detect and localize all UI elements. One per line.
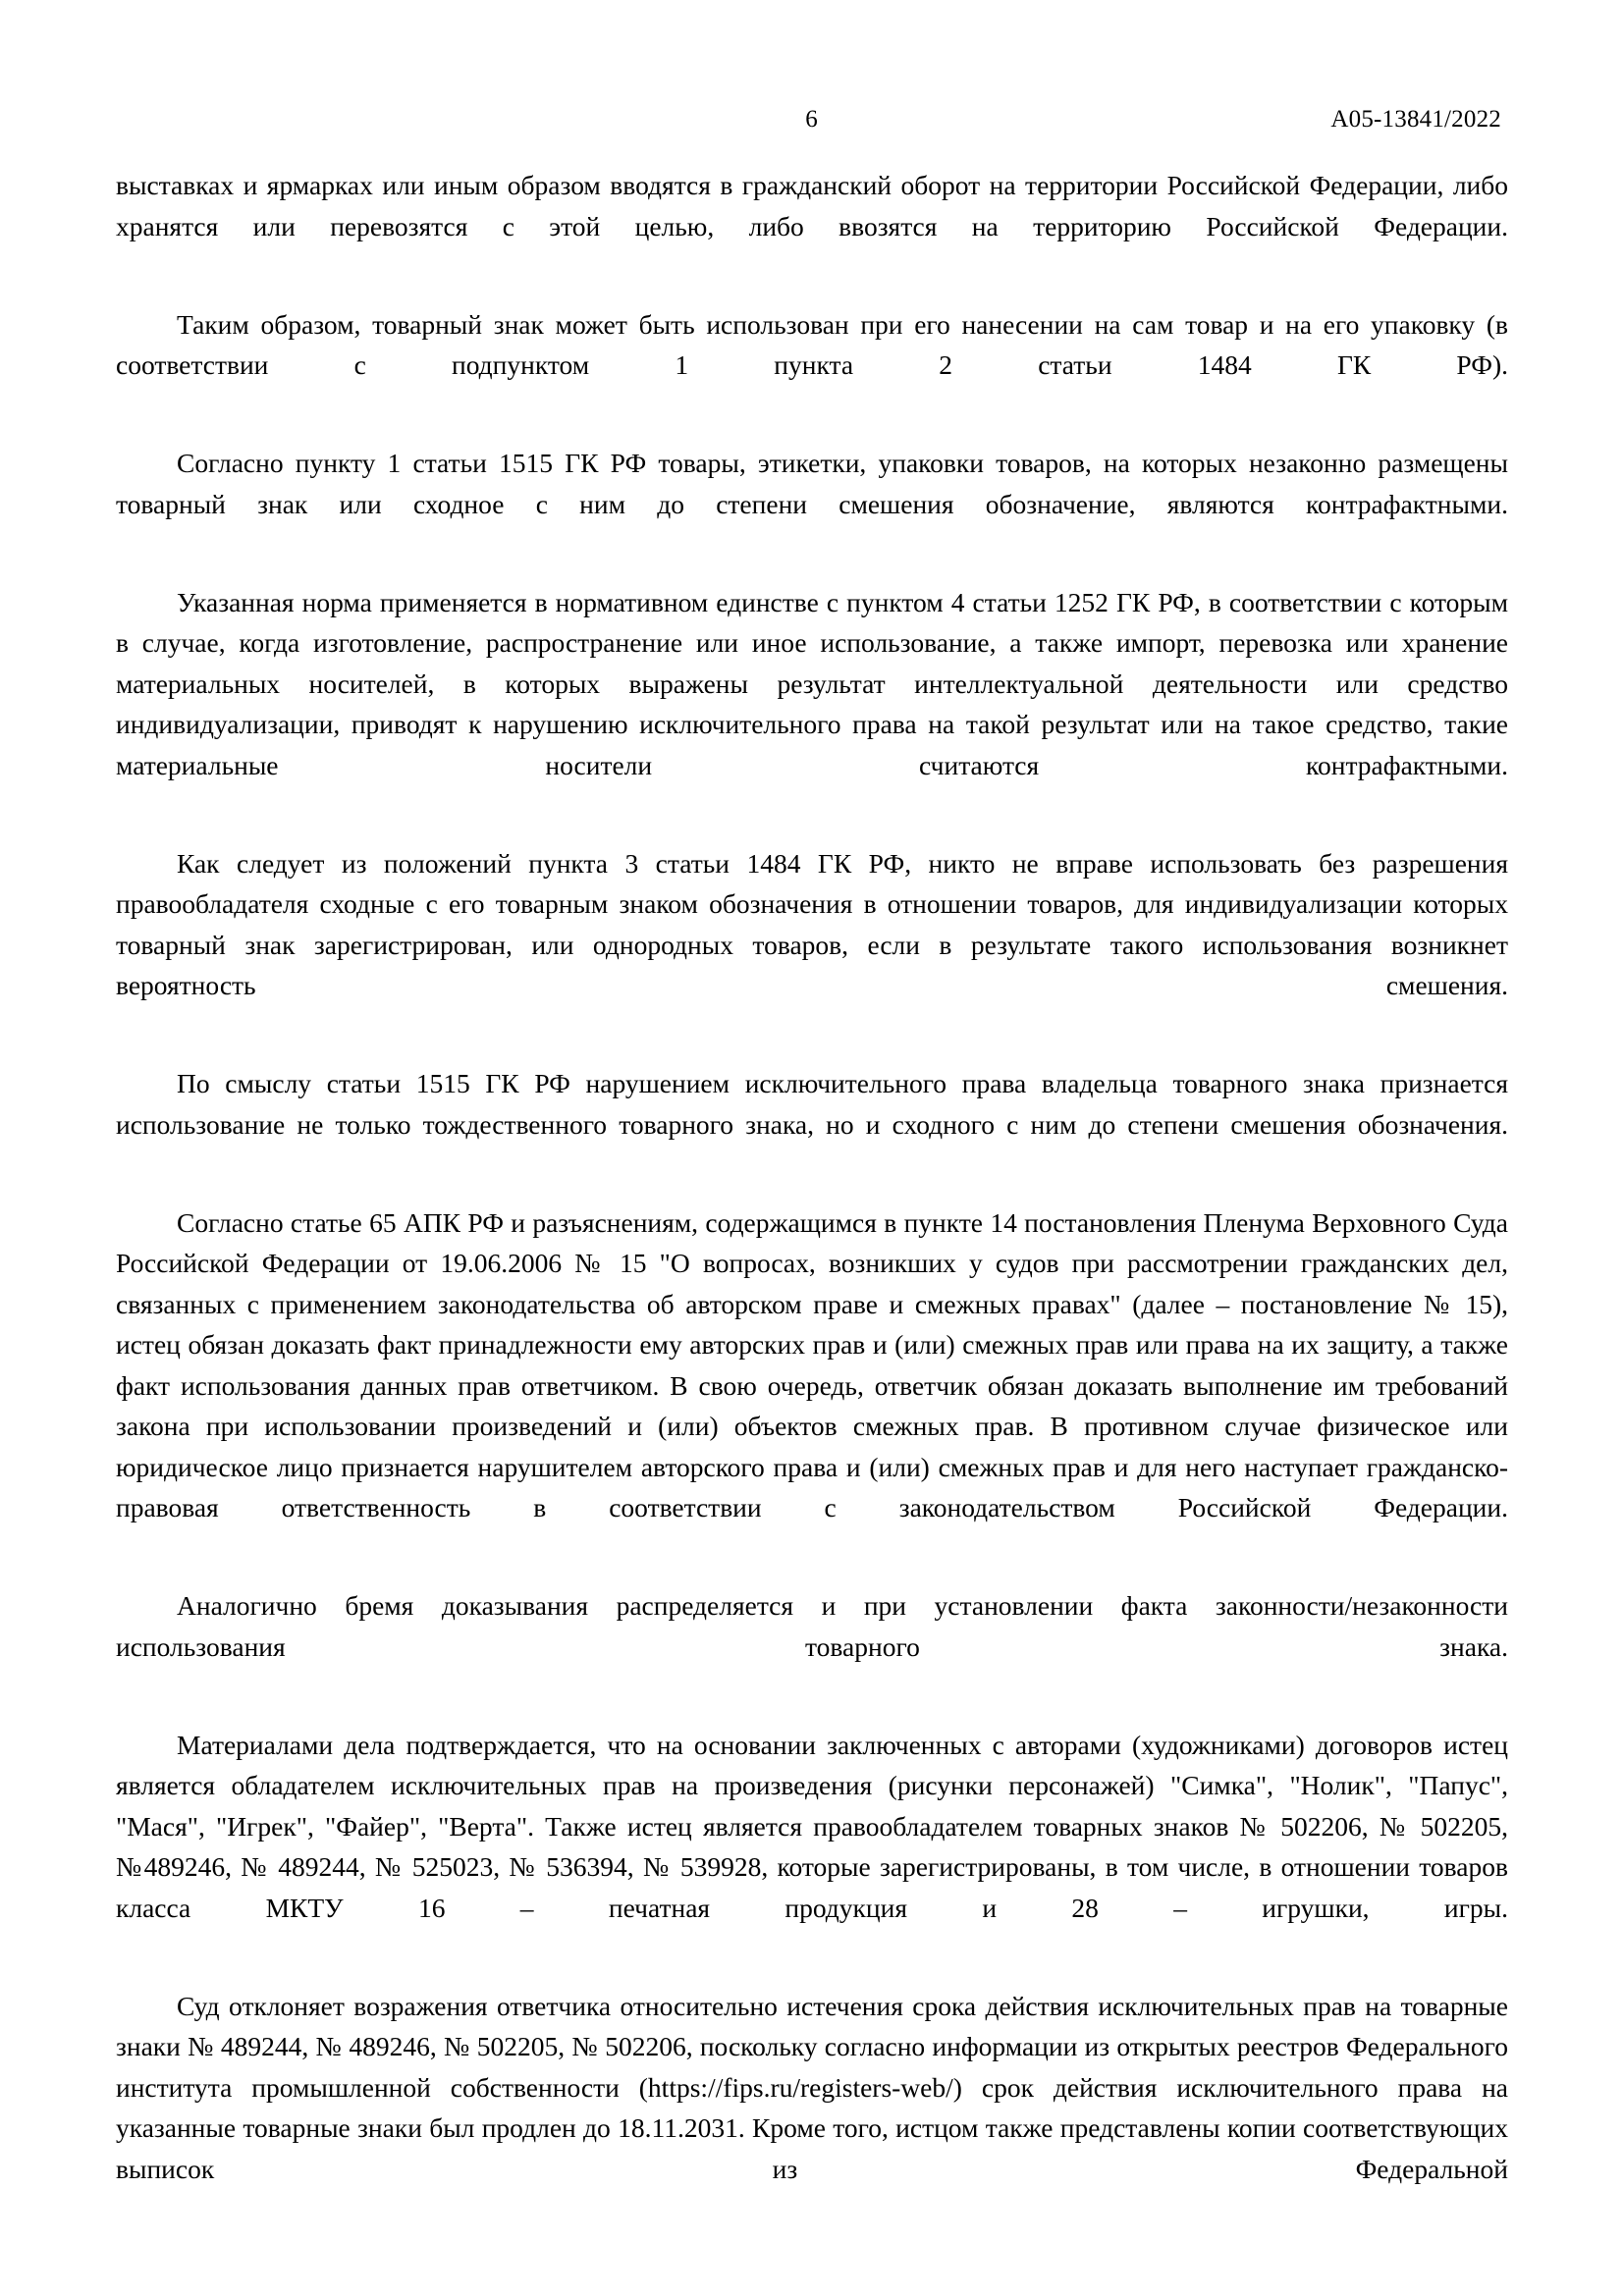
page-number: 6 bbox=[805, 106, 818, 133]
paragraph: Материалами дела подтверждается, что на основании заключенных с авторами (художниками) договоров истец является обладателем исключительных прав на произведения (рисунки персонажей) "Симка", "Нолик", "Папус", "Мася", "Игрек", "Файер", "Верта". Также истец является правообладателем товарных знаков № 502206, № 502205, №489246, № 489244, № 525023, № 536394, № 539928, которые зарегистрированы, в том числе, в отношении товаров класса МКТУ 16 – печатная продукция и 28 – игрушки, игры. bbox=[116, 1729, 1508, 1923]
paragraph: Суд отклоняет возражения ответчика относительно истечения срока действия исключительных прав на товарные знаки № 489244, № 489246, № 502205, № 502206, поскольку согласно информации из открытых реестров Федерального института промышленной собственности (https://fips.ru/registers-web/) срок действия исключительного права на указанные товарные знаки был продлен до 18.11.2031. Кроме того, истцом также представлены копии соответствующих выписок из Федеральной bbox=[116, 1990, 1508, 2184]
paragraph: Аналогично бремя доказывания распределяется и при установлении факта законности/незаконности использования товарного знака. bbox=[116, 1590, 1508, 1662]
page-header bbox=[0, 106, 1623, 139]
paragraph: Согласно пункту 1 статьи 1515 ГК РФ товары, этикетки, упаковки товаров, на которых незаконно размещены товарный знак или сходное с ним до степени смешения обозначение, являются контрафактными. bbox=[116, 448, 1508, 519]
paragraph: Согласно статье 65 АПК РФ и разъяснениям, содержащимся в пункте 14 постановления Пленума Верховного Суда Российской Федерации от 19.06.2006 № 15 "О вопросах, возникших у судов при рассмотрении гражданских дел, связанных с применением законодательства об авторском праве и смежных правах" (далее – постановление № 15), истец обязан доказать факт принадлежности ему авторских прав и (или) смежных прав или права на их защиту, а также факт использования данных прав ответчиком. В свою очередь, ответчик обязан доказать выполнение им требований закона при использовании произведений и (или) объектов смежных прав. В противном случае физическое или юридическое лицо признается нарушителем авторского права и (или) смежных прав и для него наступает гражданско-правовая ответственность в соответствии с законодательством Российской Федерации. bbox=[116, 1206, 1508, 1522]
paragraph: Как следует из положений пункта 3 статьи 1484 ГК РФ, никто не вправе использовать без разрешения правообладателя сходные с его товарным знаком обозначения в отношении товаров, для индивидуализации которых товарный знак зарегистрирован, или однородных товаров, если в результате такого использования возникнет вероятность смешения. bbox=[116, 847, 1508, 1000]
paragraph: По смыслу статьи 1515 ГК РФ нарушением исключительного права владельца товарного знака признается использование не только тождественного товарного знака, но и сходного с ним до степени смешения обозначения. bbox=[116, 1068, 1508, 1140]
paragraph: выставках и ярмарках или иным образом вводятся в гражданский оборот на территории Российской Федерации, либо хранятся или перевозятся с этой целью, либо ввозятся на территорию Российской Федерации. bbox=[116, 170, 1508, 241]
paragraph: Таким образом, товарный знак может быть использован при его нанесении на сам товар и на его упаковку (в соответствии с подпунктом 1 пункта 2 статьи 1484 ГК РФ). bbox=[116, 308, 1508, 380]
case-number: A05-13841/2022 bbox=[1330, 106, 1501, 133]
paragraph: Указанная норма применяется в нормативном единстве с пунктом 4 статьи 1252 ГК РФ, в соответствии с которым в случае, когда изготовление, распространение или иное использование, а также импорт, перевозка или хранение материальных носителей, в которых выражены результат интеллектуальной деятельности или средство индивидуализации, приводят к нарушению исключительного права на такой результат или на такое средство, такие материальные носители считаются контрафактными. bbox=[116, 586, 1508, 780]
document-body bbox=[116, 165, 1508, 2230]
